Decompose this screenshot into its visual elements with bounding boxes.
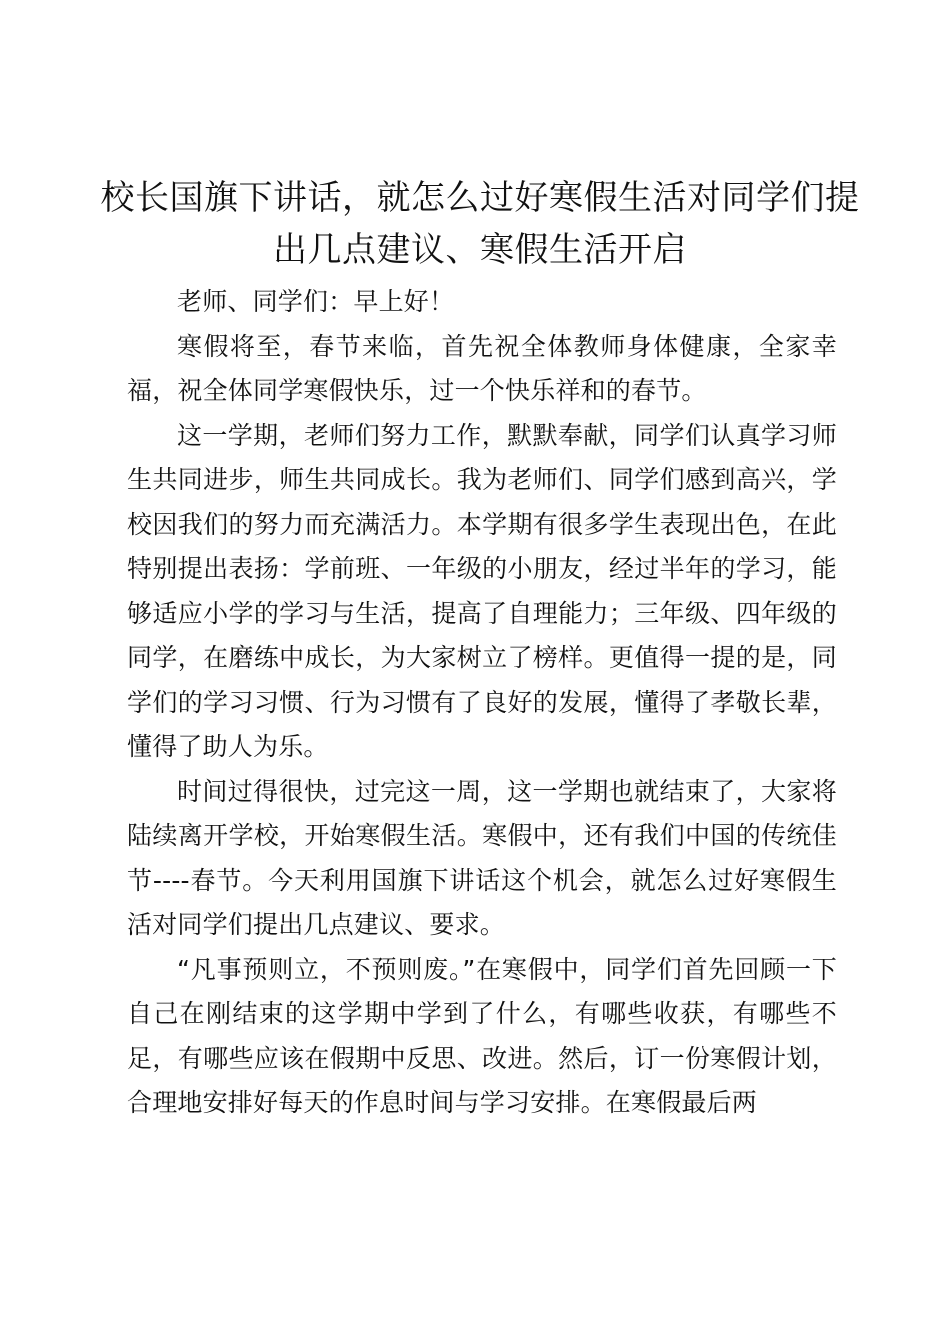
document-body [127, 280, 837, 1126]
body-paragraph: 这一学期，老师们努力工作，默默奉献，同学们认真学习师生共同进步，师生共同成长。我为老师们、同学们感到高兴，学校因我们的努力而充满活力。本学期有很多学生表现出色，在此特别提出表扬：学前班、一年级的小朋友，经过半年的学习，能够适应小学的学习与生活，提高了自理能力；三年级、四年级的同学，在磨练中成长，为大家树立了榜样。更值得一提的是，同学们的学习习惯、行为习惯有了良好的发展，懂得了孝敬长辈，懂得了助人为乐。 [127, 420, 837, 761]
body-paragraph: “凡事预则立，不预则废。”在寒假中，同学们首先回顾一下自己在刚结束的这学期中学到了什么，有哪些收获，有哪些不足，有哪些应该在假期中反思、改进。然后，订一份寒假计划，合理地安排好每天的作息时间与学习安排。在寒假最后两 [127, 954, 837, 1117]
greeting-paragraph: 老师、同学们：早上好！ [177, 287, 455, 316]
body-paragraph: 时间过得很快，过完这一周，这一学期也就结束了，大家将陆续离开学校，开始寒假生活。寒假中，还有我们中国的传统佳节----春节。今天利用国旗下讲话这个机会，就怎么过好寒假生活对同学们提出几点建议、要求。 [127, 776, 837, 939]
body-paragraph: 寒假将至，春节来临，首先祝全体教师身体健康，全家幸福，祝全体同学寒假快乐，过一个快乐祥和的春节。 [127, 331, 837, 405]
document-title: 校长国旗下讲话，就怎么过好寒假生活对同学们提出几点建议、寒假生活开启 [100, 178, 860, 270]
